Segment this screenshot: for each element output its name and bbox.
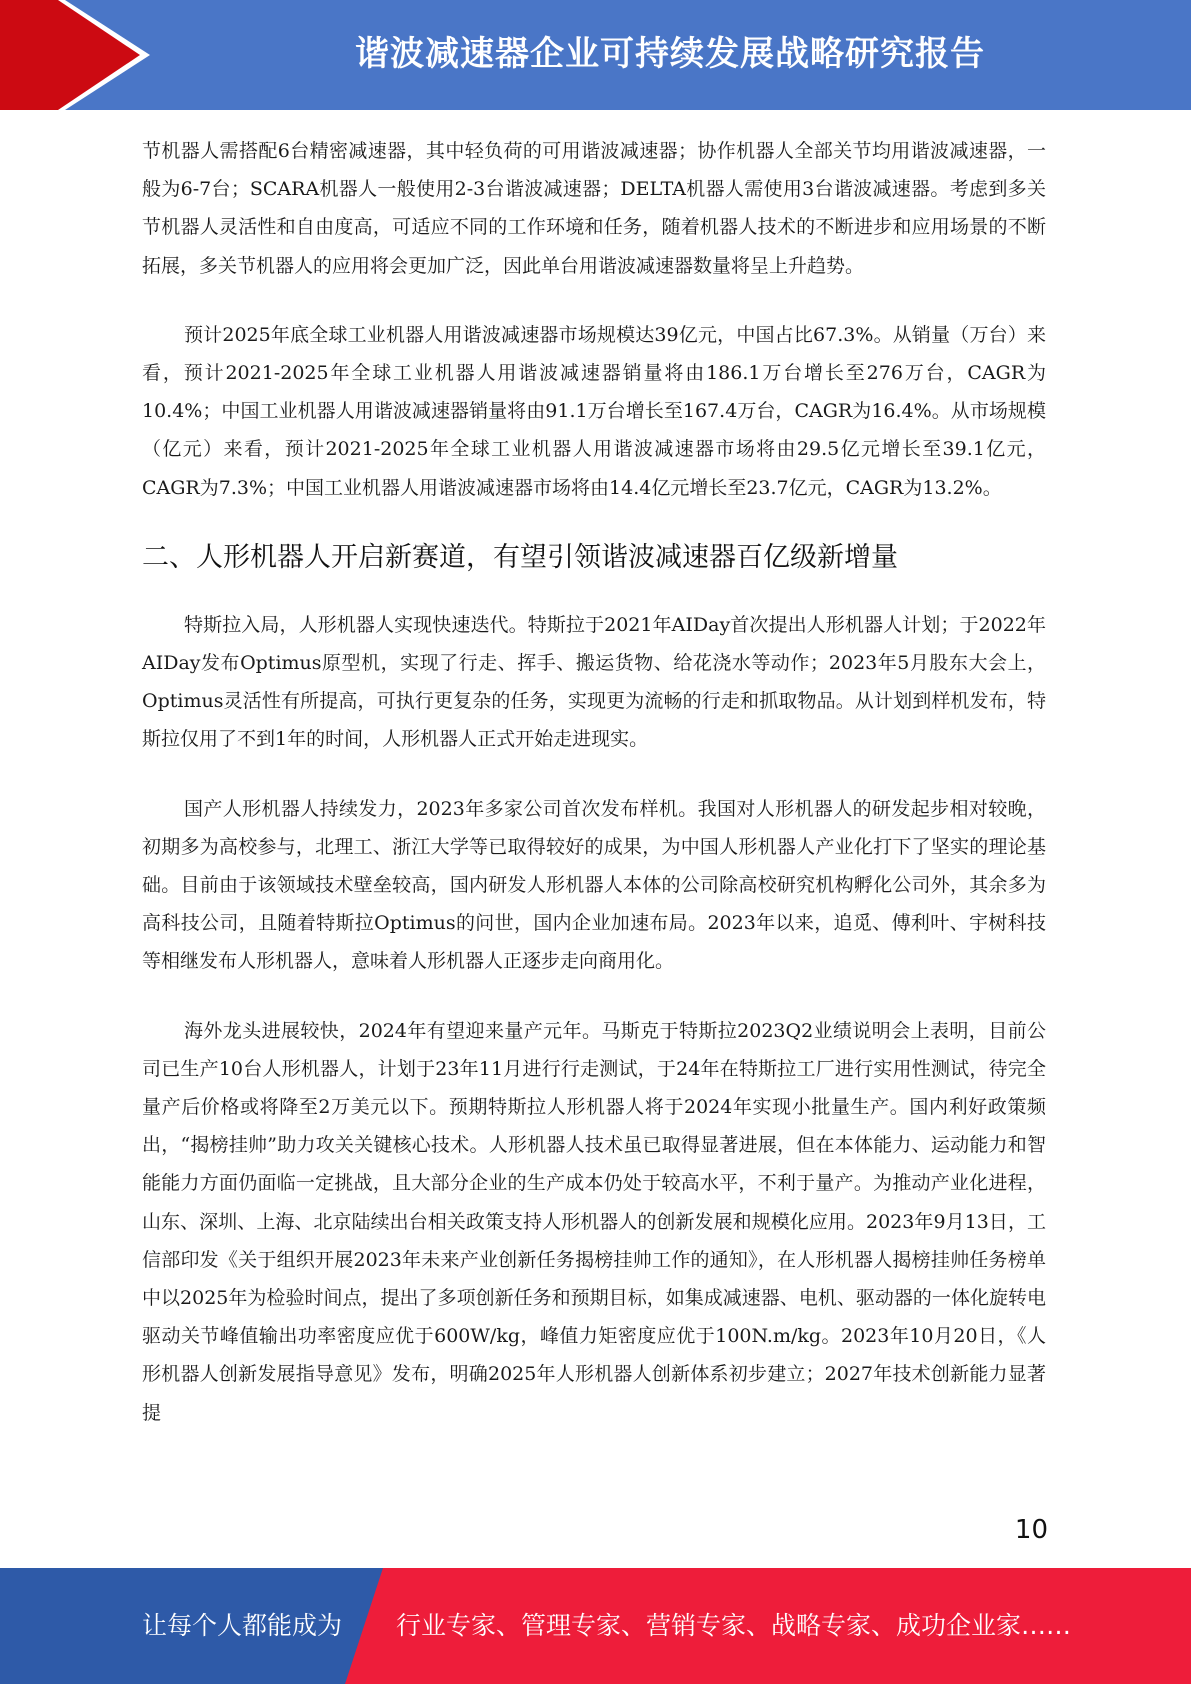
report-title: 谐波减速器企业可持续发展战略研究报告	[355, 34, 985, 74]
page-number: 10	[1014, 1515, 1048, 1545]
section-heading: 二、人形机器人开启新赛道，有望引领谐波减速器百亿级新增量	[142, 541, 898, 573]
body-paragraph: 特斯拉入局，人形机器人实现快速迭代。特斯拉于2021年AIDay首次提出人形机器人计划；于2022年AIDay发布Optimus原型机，实现了行走、挥手、搬运货物、给花浇水等动作；2023年5月股东大会上，Optimus灵活性有所提高，可执行更复杂的任务，实现更为流畅的行走和抓取物品。从计划到样机发布，特斯拉仅用了不到1年的时间，人形机器人正式开始走进现实。	[142, 613, 1046, 751]
body-paragraph: 海外龙头进展较快，2024年有望迎来量产元年。马斯克于特斯拉2023Q2业绩说明会上表明，目前公司已生产10台人形机器人，计划于23年11月进行行走测试，于24年在特斯拉工厂进行实用性测试，待完全量产后价格或将降至2万美元以下。预期特斯拉人形机器人将于2024年实现小批量生产。国内利好政策频出，“揭榜挂帅”助力攻关关键核心技术。人形机器人技术虽已取得显著进展，但在本体能力、运动能力和智能能力方面仍面临一定挑战，且大部分企业的生产成本仍处于较高水平，不利于量产。为推动产业化进程，山东、深圳、上海、北京陆续出台相关政策支持人形机器人的创新发展和规模化应用。2023年9月13日，工信部印发《关于组织开展2023年未来产业创新任务揭榜挂帅工作的通知》，在人形机器人揭榜挂帅任务榜单中以2025年为检验时间点，提出了多项创新任务和预期目标，如集成减速器、电机、驱动器的一体化旋转电驱动关节峰值输出功率密度应优于600W/kg，峰值力矩密度应优于100N.m/kg。2023年10月20日，《人形机器人创新发展指导意见》发布，明确2025年人形机器人创新体系初步建立；2027年技术创新能力显著提	[142, 1019, 1046, 1424]
page-footer	[0, 1568, 1191, 1684]
header-arrow-icon	[0, 0, 160, 110]
body-paragraph: 国产人形机器人持续发力，2023年多家公司首次发布样机。我国对人形机器人的研发起步相对较晚，初期多为高校参与，北理工、浙江大学等已取得较好的成果，为中国人形机器人产业化打下了坚实的理论基础。目前由于该领域技术壁垒较高，国内研发人形机器人本体的公司除高校研究机构孵化公司外，其余多为高科技公司，且随着特斯拉Optimus的问世，国内企业加速布局。2023年以来，追觅、傅利叶、宇树科技等相继发布人形机器人，意味着人形机器人正逐步走向商用化。	[142, 797, 1046, 973]
footer-slogan-right: 行业专家、管理专家、营销专家、战略专家、成功企业家……	[396, 1611, 1072, 1640]
page-header	[0, 0, 1191, 110]
footer-slogan-left: 让每个人都能成为	[142, 1611, 343, 1640]
page-content	[142, 132, 1046, 1463]
body-paragraph: 节机器人需搭配6台精密减速器，其中轻负荷的可用谐波减速器；协作机器人全部关节均用谐波减速器，一般为6-7台；SCARA机器人一般使用2-3台谐波减速器；DELTA机器人需使用3台谐波减速器。考虑到多关节机器人灵活性和自由度高，可适应不同的工作环境和任务，随着机器人技术的不断进步和应用场景的不断拓展，多关节机器人的应用将会更加广泛，因此单台用谐波减速器数量将呈上升趋势。	[142, 140, 1046, 277]
body-paragraph: 预计2025年底全球工业机器人用谐波减速器市场规模达39亿元，中国占比67.3%。从销量（万台）来看，预计2021-2025年全球工业机器人用谐波减速器销量将由186.1万台增长至276万台，CAGR为10.4%；中国工业机器人用谐波减速器销量将由91.1万台增长至167.4万台，CAGR为16.4%。从市场规模（亿元）来看，预计2021-2025年全球工业机器人用谐波减速器市场将由29.5亿元增长至39.1亿元，CAGR为7.3%；中国工业机器人用谐波减速器市场将由14.4亿元增长至23.7亿元，CAGR为13.2%。	[142, 323, 1046, 499]
